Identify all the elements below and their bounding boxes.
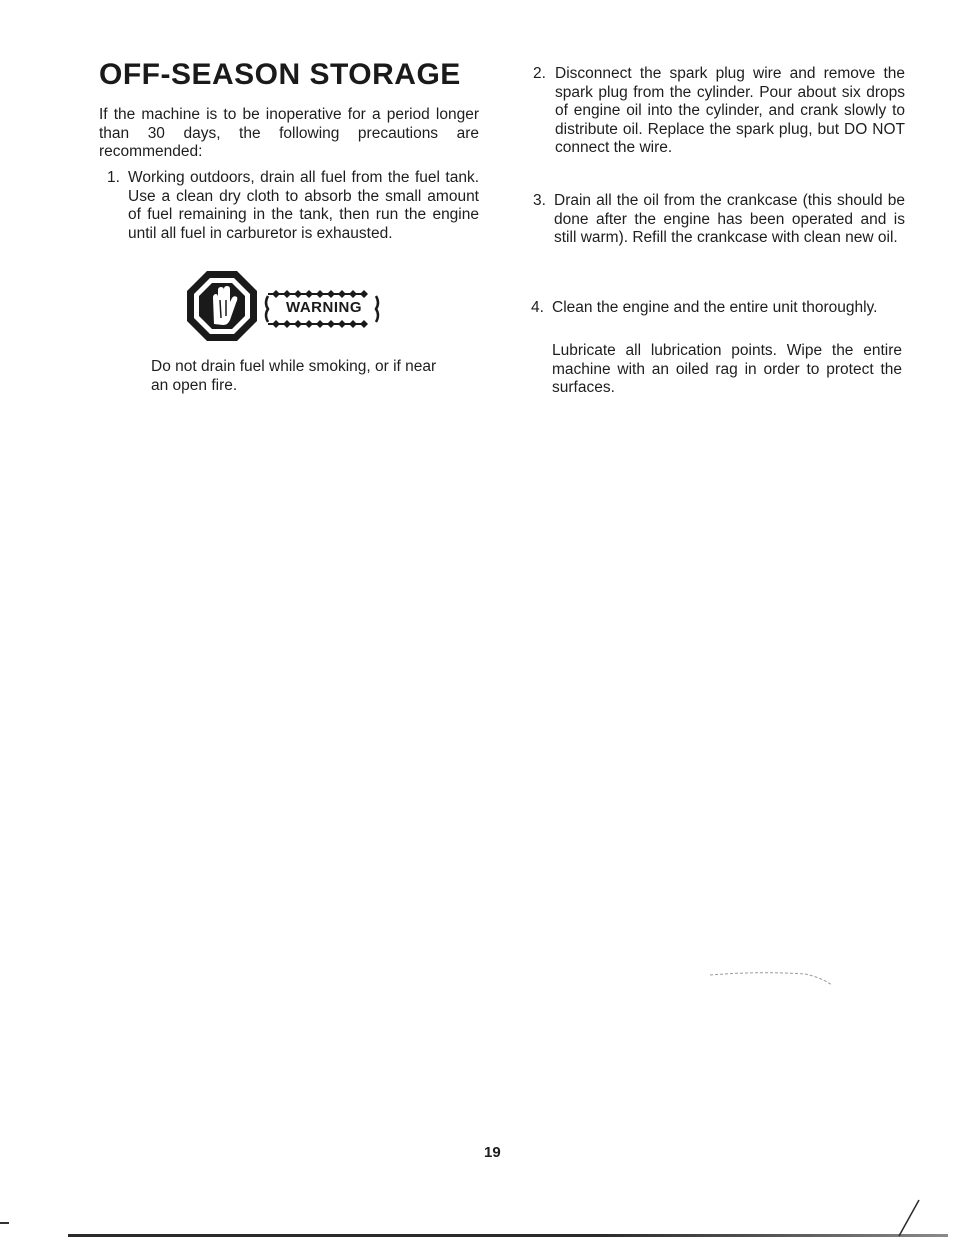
- step-text: Working outdoors, drain all fuel from the fuel tank. Use a clean dry cloth to absorb the small amount of fuel remaining in the tank, then run the engine until all fuel in carburetor is exhausted.: [128, 169, 479, 242]
- page-title: OFF-SEASON STORAGE: [99, 58, 461, 91]
- corner-slash: [895, 1198, 925, 1238]
- stop-hand-icon: [187, 271, 257, 341]
- step-2: [533, 65, 905, 158]
- step-number: 3.: [533, 192, 546, 209]
- step-3: [533, 192, 905, 248]
- step-number: 2.: [533, 65, 546, 82]
- step-number: 4.: [531, 299, 544, 316]
- warning-text: Do not drain fuel while smoking, or if near an open fire.: [151, 358, 437, 394]
- step-number: 1.: [107, 169, 120, 186]
- step-1: [107, 169, 479, 243]
- step-text: Disconnect the spark plug wire and remove the spark plug from the cylinder. Pour about six drops of engine oil into the cylinder, and crank slowly to distribute oil. Replace the spark plug, but DO NOT connect the wire.: [555, 65, 905, 156]
- warning-label: WARNING: [286, 299, 362, 316]
- step-4: [531, 299, 903, 318]
- scan-smudge: [700, 965, 840, 989]
- intro-paragraph: If the machine is to be inoperative for a period longer than 30 days, the following precautions are recommended:: [99, 106, 479, 160]
- step-4-lubrication-note: Lubricate all lubrication points. Wipe the entire machine with an oiled rag in order to protect the surfaces.: [552, 342, 902, 396]
- edge-mark: [0, 1222, 9, 1224]
- step-text: Clean the engine and the entire unit thoroughly.: [552, 299, 878, 316]
- bottom-rule: [68, 1234, 948, 1237]
- step-text: Drain all the oil from the crankcase (this should be done after the engine has been operated and is still warm). Refill the crankcase with clean new oil.: [554, 192, 905, 246]
- page-number: 19: [484, 1144, 501, 1161]
- warning-block: [186, 270, 396, 346]
